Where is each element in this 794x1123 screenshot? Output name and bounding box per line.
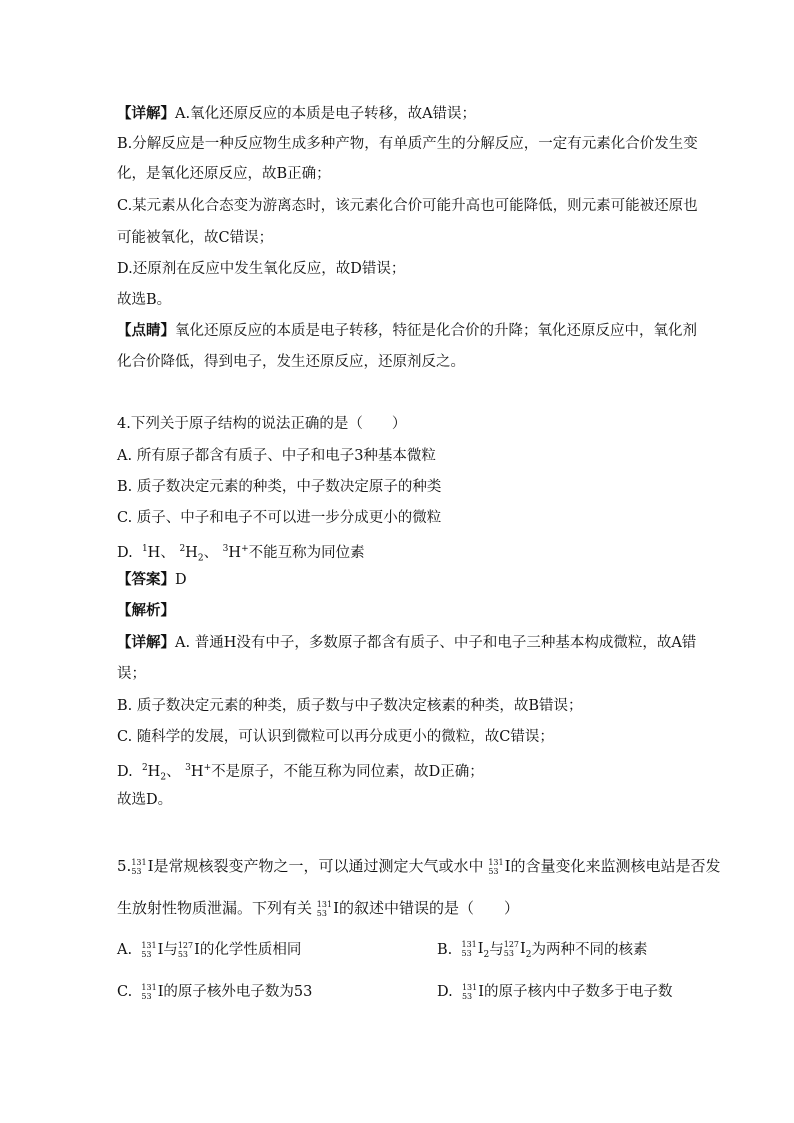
- mass-number: 3: [222, 544, 229, 554]
- q3-point: [117, 321, 697, 341]
- answer-value: D: [175, 572, 187, 588]
- mass-number: 3: [185, 763, 191, 773]
- option-d-text: 不能互称为同位素: [248, 544, 365, 561]
- q4-option-b: B. 质子数决定元素的种类，中子数决定原子的种类: [117, 479, 442, 495]
- option-text: 的原子核外电子数为53: [163, 984, 313, 1000]
- q4-conclusion: 故选D。: [117, 792, 173, 808]
- q5-option-a: [117, 940, 301, 960]
- subscript: 2: [160, 772, 167, 783]
- q5-stem-line2: [117, 898, 519, 918]
- iodine-131-nuclide: 131 53 I: [141, 983, 164, 1001]
- iodine-131-nuclide: 131 53 I: [141, 941, 164, 959]
- mass-number: 2: [179, 544, 186, 554]
- iodine-131-molecule: 131 53 $I_2$: [461, 940, 490, 960]
- option-label: A.: [117, 942, 133, 958]
- element-symbol: H: [228, 544, 242, 561]
- detail-d-text: 不是原子，不能互称为同位素，故D正确；: [211, 763, 484, 780]
- option-text: 的化学性质相同: [199, 942, 302, 958]
- element-symbol: H、: [147, 544, 175, 561]
- charge: +: [241, 544, 249, 554]
- q4-option-c: C. 质子、中子和电子不可以进一步分成更小的微粒: [117, 510, 442, 526]
- q4-analysis-tag: 【解析】: [117, 602, 175, 619]
- q5-option-d: [437, 982, 672, 1002]
- q3-detail-b: B.分解反应是一种反应物生成多种产物，有单质产生的分解反应，一定有元素化合价发生变: [117, 136, 698, 152]
- element-symbol: H: [190, 763, 204, 780]
- q3-detail-a: [117, 104, 476, 124]
- q4-detail-a: [117, 633, 696, 653]
- q4-stem: 4.下列关于原子结构的说法正确的是（ ）: [117, 416, 407, 432]
- iodine-131-nuclide: 131 53 I: [461, 983, 484, 1001]
- answer-tag: 【答案】: [117, 571, 175, 588]
- connector: 与: [163, 942, 178, 958]
- charge: +: [203, 763, 212, 773]
- option-d-label: D.: [117, 544, 133, 561]
- subscript: 2: [197, 553, 204, 564]
- iodine-127-nuclide: 127 53 I: [177, 941, 200, 959]
- q3-detail-c: C.某元素从化合态变为游离态时，该元素化合价可能升高也可能降低，则元素可能被还原也: [117, 198, 698, 214]
- q3-detail-c-cont: 可能被氧化，故C错误；: [117, 230, 274, 246]
- q4-detail-a-cont: 误；: [117, 666, 146, 682]
- element-symbol: H: [185, 544, 198, 561]
- element-symbol: H: [147, 763, 161, 780]
- q4-detail-d: [117, 758, 484, 788]
- q3-point-cont: 化合价降低，得到电子，发生还原反应，还原剂反之。: [117, 354, 465, 370]
- iodine-131-nuclide: 131 53 I: [316, 899, 340, 918]
- q4-option-a: A. 所有原子都含有质子、中子和电子3种基本微粒: [117, 448, 436, 464]
- q4-answer: [117, 570, 187, 590]
- detail-tag: 【详解】: [117, 105, 175, 122]
- connector: 与: [489, 942, 504, 958]
- mass-number: 2: [141, 763, 148, 773]
- stem-text: 是常规核裂变产物之一，可以通过测定大气或水中: [153, 857, 484, 875]
- detail-text: A. 普通H没有中子，多数原子都含有质子、中子和电子三种基本构成微粒，故A错: [175, 635, 697, 651]
- iodine-127-molecule: 127 53 $I_2$: [503, 940, 532, 960]
- stem-text: 的含量变化来监测核电站是否发: [510, 857, 721, 875]
- q5-option-b: [437, 940, 647, 960]
- detail-text: A.氧化还原反应的本质是电子转移，故A错误；: [175, 106, 477, 122]
- iodine-131-nuclide: 131 53 I: [131, 857, 154, 876]
- point-tag: 【点睛】: [117, 322, 175, 339]
- q4-detail-b: B. 质子数决定元素的种类，质子数与中子数决定核素的种类，故B错误；: [117, 698, 583, 714]
- q5-stem-line1: [117, 856, 721, 876]
- option-text: 为两种不同的核素: [531, 942, 648, 958]
- q5-option-c: [117, 982, 312, 1002]
- option-label: B.: [437, 942, 453, 958]
- stem-text: 的叙述中错误的是（ ）: [339, 899, 520, 917]
- q3-detail-d: D.还原剂在反应中发生氧化反应，故D错误；: [117, 261, 406, 277]
- detail-d-label: D.: [117, 763, 133, 780]
- q4-option-d: [117, 539, 365, 569]
- separator: 、: [203, 544, 219, 561]
- q4-detail-c: C. 随科学的发展，可认识到微粒可以再分成更小的微粒，故C错误；: [117, 729, 554, 745]
- q3-detail-b-cont: 化，是氧化还原反应，故B正确；: [117, 166, 331, 182]
- point-text: 氧化还原反应的本质是电子转移，特征是化合价的升降；氧化还原反应中，氧化剂: [175, 323, 697, 339]
- option-text: 的原子核内中子数多于电子数: [483, 984, 673, 1000]
- q3-conclusion: 故选B。: [117, 292, 172, 308]
- iodine-131-nuclide: 131 53 I: [488, 857, 511, 876]
- option-label: C.: [117, 984, 133, 1000]
- option-label: D.: [437, 984, 453, 1000]
- separator: 、: [166, 763, 181, 780]
- question-number: 5.: [117, 857, 132, 875]
- detail-tag: 【详解】: [117, 634, 175, 651]
- stem-text: 生放射性物质泄漏。下列有关: [117, 899, 313, 917]
- mass-number: 1: [141, 544, 148, 554]
